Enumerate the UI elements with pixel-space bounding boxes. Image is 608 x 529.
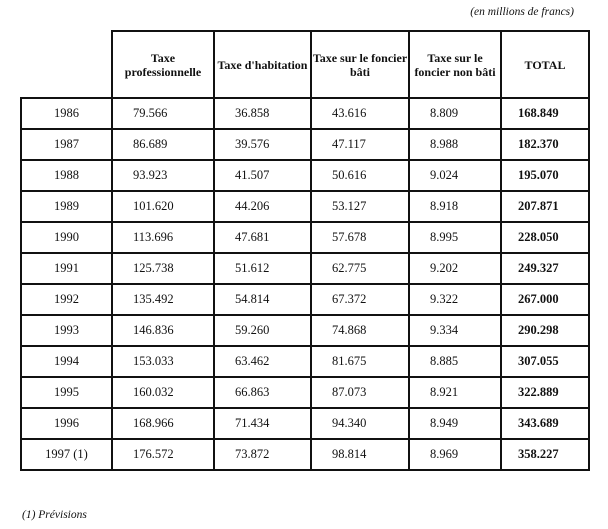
year-cell: 1991 [21, 253, 112, 284]
value-cell: 39.576 [214, 129, 311, 160]
total-cell: 267.000 [501, 284, 589, 315]
value-cell: 125.738 [112, 253, 214, 284]
value-cell: 113.696 [112, 222, 214, 253]
total-cell: 290.298 [501, 315, 589, 346]
year-cell: 1997 (1) [21, 439, 112, 470]
table-row [21, 129, 589, 160]
value-cell: 98.814 [311, 439, 409, 470]
value-cell: 41.507 [214, 160, 311, 191]
value-cell: 9.334 [409, 315, 501, 346]
year-cell: 1995 [21, 377, 112, 408]
total-cell: 322.889 [501, 377, 589, 408]
value-cell: 74.868 [311, 315, 409, 346]
header-taxe-habitation: Taxe d'habitation [214, 31, 311, 98]
value-cell: 9.202 [409, 253, 501, 284]
value-cell: 8.988 [409, 129, 501, 160]
value-cell: 50.616 [311, 160, 409, 191]
value-cell: 93.923 [112, 160, 214, 191]
year-cell: 1986 [21, 98, 112, 129]
value-cell: 63.462 [214, 346, 311, 377]
value-cell: 66.863 [214, 377, 311, 408]
year-cell: 1996 [21, 408, 112, 439]
total-cell: 307.055 [501, 346, 589, 377]
header-total: TOTAL [501, 31, 589, 98]
value-cell: 9.322 [409, 284, 501, 315]
table-row [21, 315, 589, 346]
value-cell: 160.032 [112, 377, 214, 408]
value-cell: 8.949 [409, 408, 501, 439]
table-row [21, 191, 589, 222]
header-foncier-bati: Taxe sur le foncier bâti [311, 31, 409, 98]
year-cell: 1988 [21, 160, 112, 191]
year-cell: 1992 [21, 284, 112, 315]
value-cell: 67.372 [311, 284, 409, 315]
header-corner [21, 31, 112, 98]
value-cell: 47.681 [214, 222, 311, 253]
value-cell: 101.620 [112, 191, 214, 222]
tax-revenue-table [20, 30, 590, 471]
value-cell: 62.775 [311, 253, 409, 284]
total-cell: 228.050 [501, 222, 589, 253]
year-cell: 1989 [21, 191, 112, 222]
value-cell: 79.566 [112, 98, 214, 129]
table-row [21, 160, 589, 191]
total-cell: 207.871 [501, 191, 589, 222]
value-cell: 135.492 [112, 284, 214, 315]
table-row [21, 408, 589, 439]
value-cell: 8.969 [409, 439, 501, 470]
header-row [21, 31, 589, 98]
table-row [21, 346, 589, 377]
table-row [21, 284, 589, 315]
table-row [21, 222, 589, 253]
value-cell: 87.073 [311, 377, 409, 408]
total-cell: 168.849 [501, 98, 589, 129]
value-cell: 43.616 [311, 98, 409, 129]
value-cell: 146.836 [112, 315, 214, 346]
total-cell: 343.689 [501, 408, 589, 439]
value-cell: 71.434 [214, 408, 311, 439]
value-cell: 8.995 [409, 222, 501, 253]
value-cell: 47.117 [311, 129, 409, 160]
value-cell: 8.921 [409, 377, 501, 408]
value-cell: 94.340 [311, 408, 409, 439]
value-cell: 36.858 [214, 98, 311, 129]
value-cell: 8.918 [409, 191, 501, 222]
table-row [21, 98, 589, 129]
header-foncier-non-bati: Taxe sur le foncier non bâti [409, 31, 501, 98]
year-cell: 1987 [21, 129, 112, 160]
header-taxe-professionnelle: Taxe professionnelle [112, 31, 214, 98]
year-cell: 1994 [21, 346, 112, 377]
value-cell: 53.127 [311, 191, 409, 222]
total-cell: 195.070 [501, 160, 589, 191]
value-cell: 9.024 [409, 160, 501, 191]
value-cell: 168.966 [112, 408, 214, 439]
value-cell: 176.572 [112, 439, 214, 470]
total-cell: 249.327 [501, 253, 589, 284]
table-body [21, 98, 589, 470]
value-cell: 54.814 [214, 284, 311, 315]
year-cell: 1993 [21, 315, 112, 346]
table-row [21, 377, 589, 408]
value-cell: 57.678 [311, 222, 409, 253]
value-cell: 44.206 [214, 191, 311, 222]
value-cell: 86.689 [112, 129, 214, 160]
table-row [21, 253, 589, 284]
value-cell: 8.809 [409, 98, 501, 129]
total-cell: 182.370 [501, 129, 589, 160]
value-cell: 8.885 [409, 346, 501, 377]
unit-note: (en millions de francs) [470, 6, 574, 18]
total-cell: 358.227 [501, 439, 589, 470]
table-row [21, 439, 589, 470]
value-cell: 153.033 [112, 346, 214, 377]
footnote: (1) Prévisions [22, 509, 87, 521]
value-cell: 73.872 [214, 439, 311, 470]
value-cell: 59.260 [214, 315, 311, 346]
year-cell: 1990 [21, 222, 112, 253]
value-cell: 51.612 [214, 253, 311, 284]
value-cell: 81.675 [311, 346, 409, 377]
